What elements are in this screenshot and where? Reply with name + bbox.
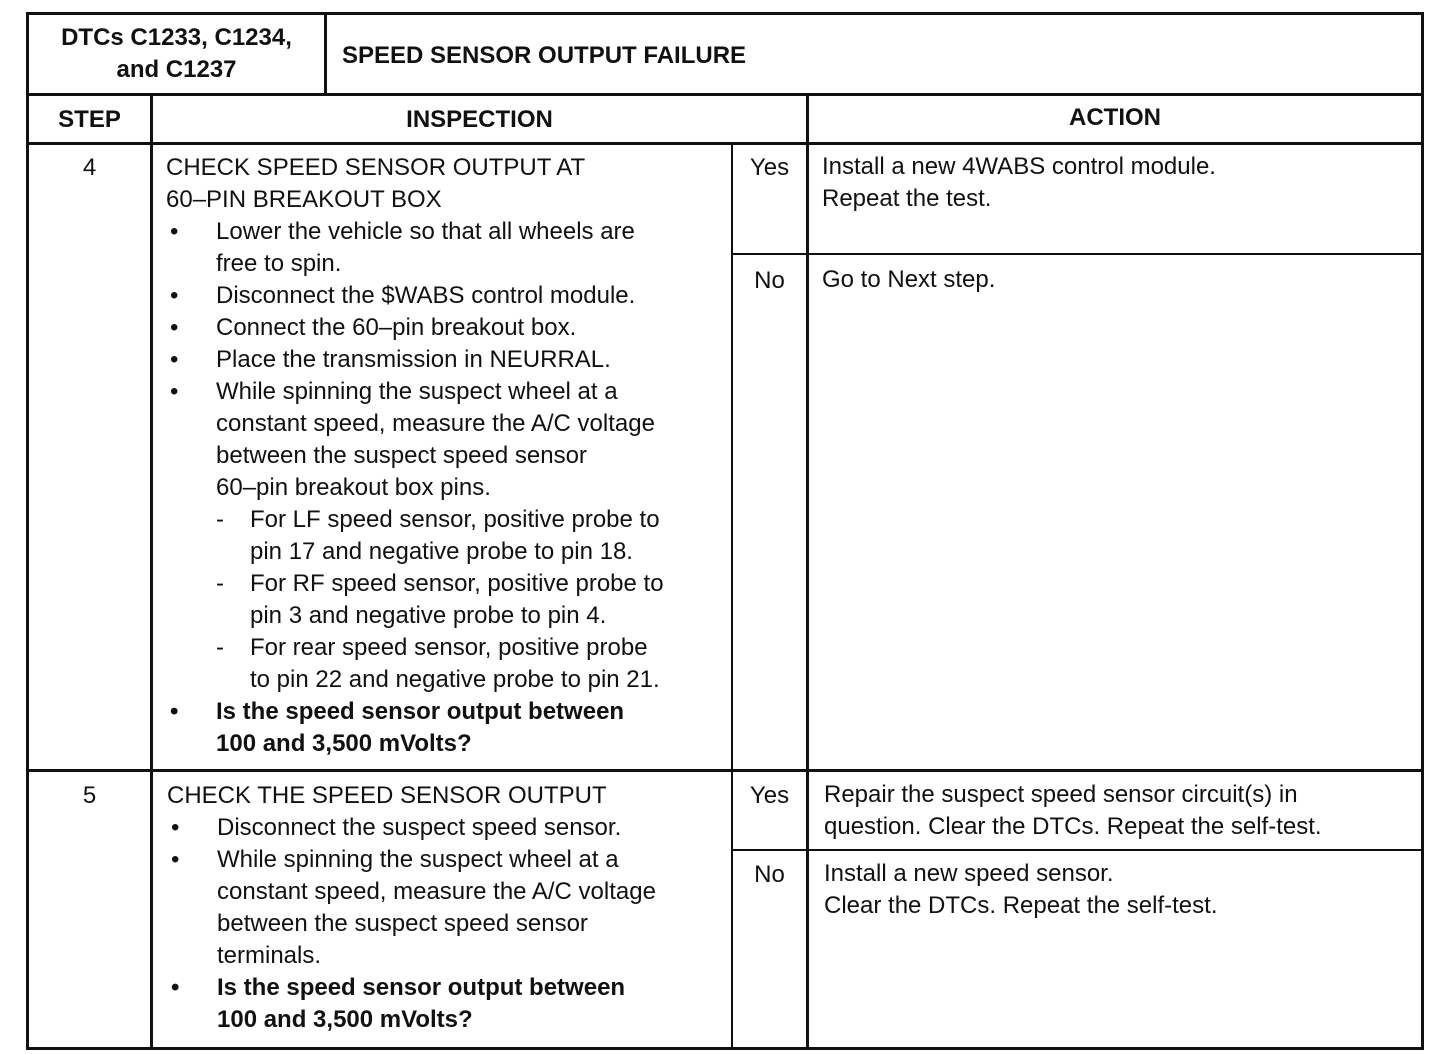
question-item bbox=[167, 972, 729, 1036]
bullet-line: between the suspect speed sensor bbox=[216, 442, 587, 469]
question-item bbox=[166, 696, 728, 760]
dtc-label-line1: DTCs C1233, C1234, bbox=[61, 24, 292, 51]
step5-yes-label: Yes bbox=[749, 782, 790, 809]
step5-no-label: No bbox=[754, 861, 785, 888]
sub-list-item bbox=[216, 504, 728, 568]
step4-no-label: No bbox=[754, 267, 785, 294]
bullet-line: between the suspect speed sensor bbox=[217, 910, 588, 937]
bullet-line: • Place the transmission in NEURRAL. bbox=[216, 346, 611, 373]
question-line: • Is the speed sensor output between bbox=[217, 974, 626, 1001]
list-item bbox=[167, 844, 729, 972]
action-line: Go to Next step. bbox=[822, 266, 996, 293]
bullet-line: • Disconnect the $WABS control module. bbox=[216, 282, 636, 309]
sub-line: - For LF speed sensor, positive probe to bbox=[250, 506, 660, 533]
step4-yes-label: Yes bbox=[749, 154, 790, 181]
sub-list-item bbox=[216, 632, 728, 696]
bullet-line: constant speed, measure the A/C voltage bbox=[217, 878, 656, 905]
step4-bullet-list bbox=[166, 216, 728, 760]
sub-line: pin 17 and negative probe to pin 18. bbox=[250, 538, 633, 565]
bullet-line: • Lower the vehicle so that all wheels are bbox=[216, 218, 635, 245]
bullet-line: • Disconnect the suspect speed sensor. bbox=[217, 814, 622, 841]
step4-title-line2: 60–PIN BREAKOUT BOX bbox=[166, 186, 442, 213]
action-line: Install a new 4WABS control module. bbox=[822, 153, 1216, 180]
list-item bbox=[166, 280, 728, 312]
bullet-line: free to spin. bbox=[216, 250, 342, 277]
dtc-label-line2: and C1237 bbox=[116, 56, 237, 83]
sub-line: - For RF speed sensor, positive probe to bbox=[250, 570, 664, 597]
header-row-divider bbox=[26, 142, 1424, 145]
step4-yes-no-divider bbox=[731, 253, 1424, 255]
action-line: Repeat the test. bbox=[822, 185, 992, 212]
sub-line: pin 3 and negative probe to pin 4. bbox=[250, 602, 607, 629]
sub-line: to pin 22 and negative probe to pin 21. bbox=[250, 666, 660, 693]
bullet-line: • Connect the 60–pin breakout box. bbox=[216, 314, 577, 341]
bullet-line: constant speed, measure the A/C voltage bbox=[216, 410, 655, 437]
action-line: question. Clear the DTCs. Repeat the self-test. bbox=[824, 813, 1322, 840]
step5-inspection bbox=[167, 780, 729, 1036]
sub-line: - For rear speed sensor, positive probe bbox=[250, 634, 648, 661]
action-line: Repair the suspect speed sensor circuit(s) in bbox=[824, 781, 1298, 808]
step4-inspection bbox=[166, 152, 728, 760]
title-divider bbox=[324, 12, 327, 96]
step4-title-line1: CHECK SPEED SENSOR OUTPUT AT bbox=[166, 154, 586, 181]
action-line: Clear the DTCs. Repeat the self-test. bbox=[824, 892, 1218, 919]
list-item bbox=[167, 812, 729, 844]
step-row-divider bbox=[26, 769, 1424, 772]
step-col-divider bbox=[150, 93, 153, 1050]
list-item bbox=[166, 376, 728, 696]
step5-yes-action bbox=[824, 779, 1322, 843]
list-item bbox=[166, 312, 728, 344]
bullet-line: terminals. bbox=[217, 942, 322, 969]
action-col-divider bbox=[806, 93, 809, 1050]
dtc-label bbox=[29, 22, 324, 86]
col-header-action: ACTION bbox=[1069, 104, 1161, 131]
step-number-5: 5 bbox=[82, 782, 97, 809]
sub-list-item bbox=[216, 568, 728, 632]
list-item bbox=[166, 344, 728, 376]
step4-yes-action bbox=[822, 151, 1216, 215]
question-line: • Is the speed sensor output between bbox=[216, 698, 625, 725]
col-header-step: STEP bbox=[58, 106, 121, 133]
list-item bbox=[166, 216, 728, 280]
action-line: Install a new speed sensor. bbox=[824, 860, 1114, 887]
page-title: SPEED SENSOR OUTPUT FAILURE bbox=[342, 42, 747, 69]
bullet-line: • While spinning the suspect wheel at a bbox=[216, 378, 618, 405]
step4-no-action bbox=[822, 264, 995, 296]
question-line: 100 and 3,500 mVolts? bbox=[216, 730, 472, 757]
step5-yes-no-divider bbox=[731, 849, 1424, 851]
bullet-line: 60–pin breakout box pins. bbox=[216, 474, 491, 501]
step-number-4: 4 bbox=[82, 154, 97, 181]
question-line: 100 and 3,500 mVolts? bbox=[217, 1006, 473, 1033]
step5-no-action bbox=[824, 858, 1218, 922]
col-header-inspection: INSPECTION bbox=[406, 106, 553, 133]
step5-title-line1: CHECK THE SPEED SENSOR OUTPUT bbox=[167, 782, 607, 809]
bullet-line: • While spinning the suspect wheel at a bbox=[217, 846, 619, 873]
step5-bullet-list bbox=[167, 812, 729, 1036]
probe-sub-list bbox=[216, 504, 728, 696]
